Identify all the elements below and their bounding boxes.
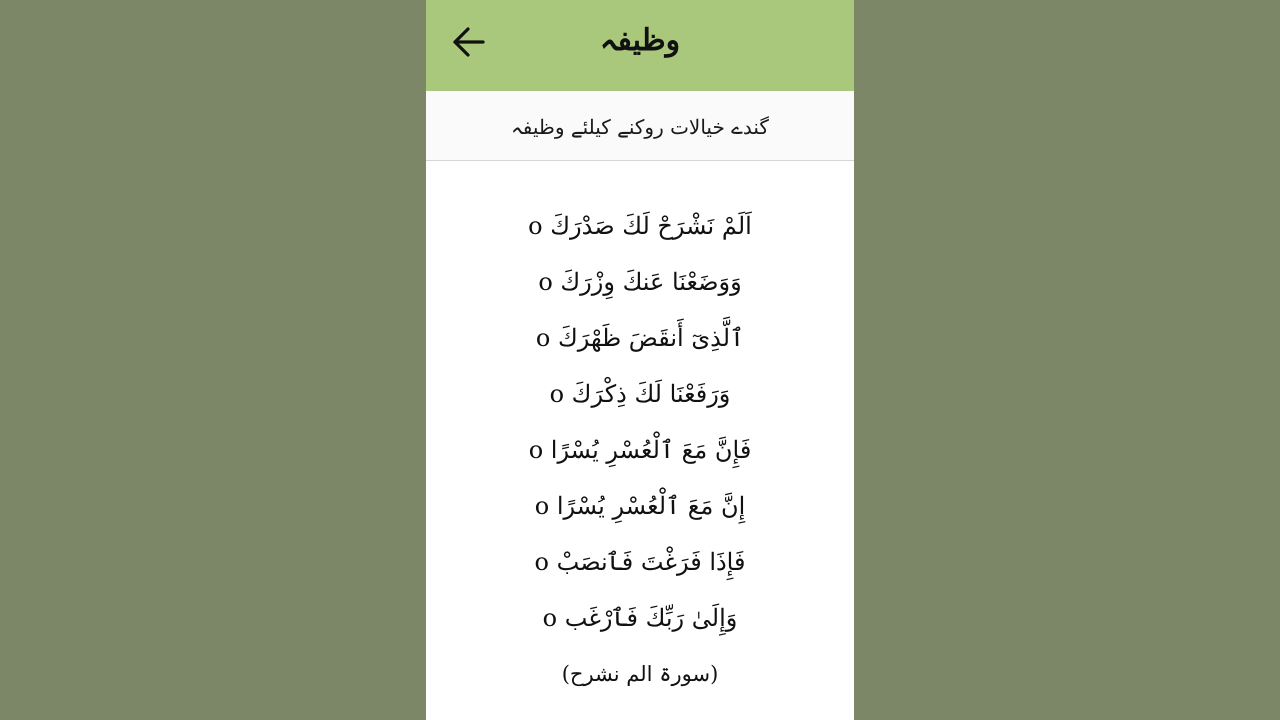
verse-line-4: وَرَفَعْنَا لَكَ ذِكْرَكَ o (549, 380, 731, 408)
surah-reference: (سورۃ الم نشرح) (561, 662, 719, 686)
back-button[interactable] (446, 20, 490, 64)
app-screen (426, 0, 854, 720)
verse-list (426, 198, 854, 646)
app-bar (426, 0, 854, 91)
wazifa-title: گندے خیالات روکنے کیلئے وظیفہ (511, 115, 769, 139)
page-title: وظیفہ (599, 23, 681, 58)
verse-content (426, 162, 854, 720)
verse-line-3: ٱلَّذِىٓ أَنقَضَ ظَهْرَكَ o (535, 324, 745, 352)
verse-line-6: إِنَّ مَعَ ٱلْعُسْرِ يُسْرًا o (534, 492, 746, 520)
verse-line-1: اَلَمْ نَشْرَحْ لَكَ صَدْرَكَ o (528, 212, 752, 240)
verse-line-5: فَإِنَّ مَعَ ٱلْعُسْرِ يُسْرًا o (528, 436, 752, 464)
wazifa-heading (426, 91, 854, 161)
verse-line-7: فَإِذَا فَرَغْتَ فَٱنصَبْ o (534, 548, 746, 576)
arrow-left-icon (450, 24, 486, 60)
verse-line-2: وَوَضَعْنَا عَنكَ وِزْرَكَ o (538, 268, 742, 296)
verse-line-8: وَإِلَىٰ رَبِّكَ فَٱرْغَب o (542, 604, 738, 632)
